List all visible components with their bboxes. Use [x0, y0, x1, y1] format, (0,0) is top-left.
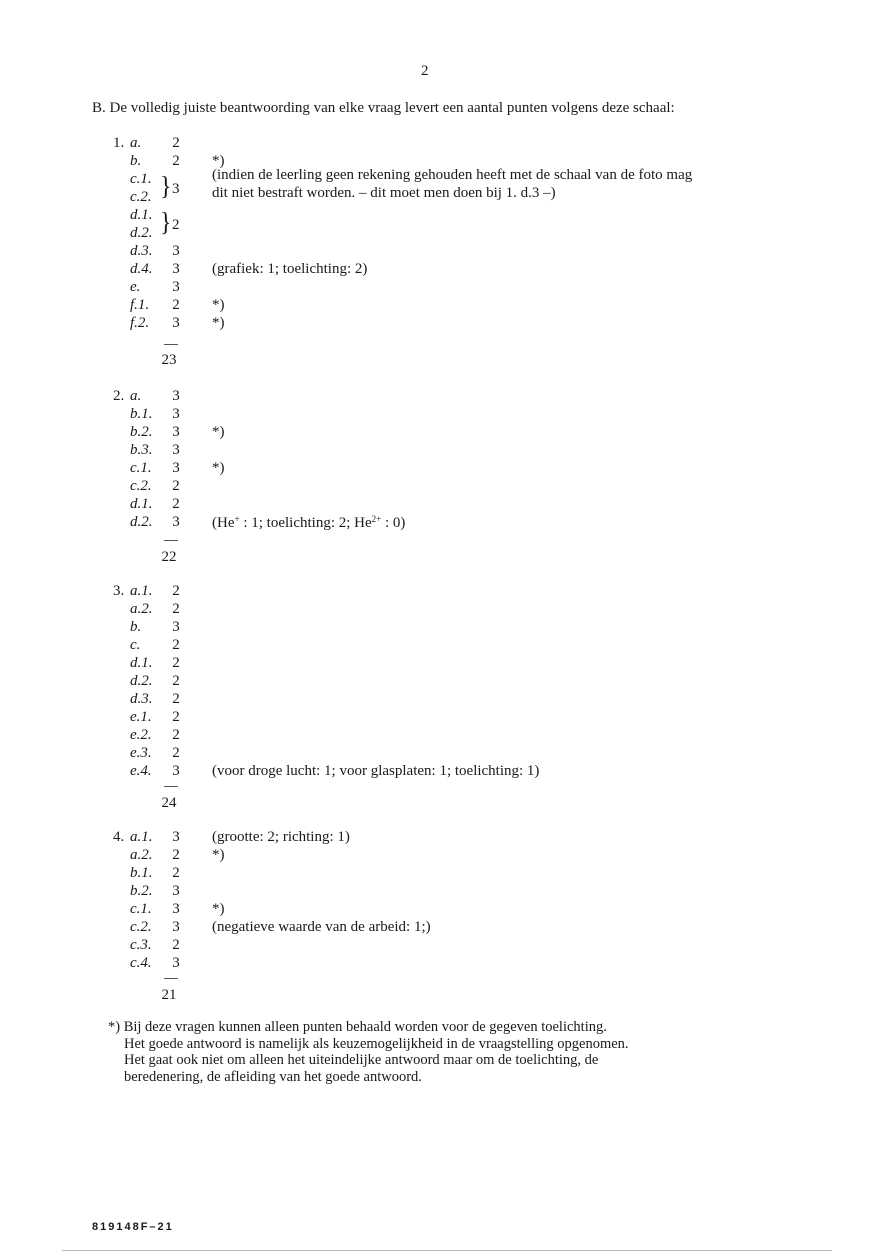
row-label: a.1. — [130, 583, 153, 599]
row-note: (negatieve waarde van de arbeid: 1;) — [212, 919, 431, 935]
row-label: f.2. — [130, 315, 150, 331]
row-note: *) — [212, 153, 225, 169]
bottom-line — [62, 1250, 832, 1251]
row-label: d.1. — [130, 655, 153, 671]
brace-d-points: 2 — [172, 217, 180, 233]
row-points: 3 — [172, 442, 180, 458]
row-points: 3 — [172, 460, 180, 476]
question-number: 2. — [113, 388, 125, 404]
row-points: 2 — [172, 727, 180, 743]
row-label: c.4. — [130, 955, 152, 971]
row-points: 2 — [172, 673, 180, 689]
row-points: 3 — [172, 279, 180, 295]
row-points: 3 — [172, 315, 180, 331]
row-label: d.2. — [130, 673, 153, 689]
row-label: d.4. — [130, 261, 153, 277]
row-label: c.2. — [130, 189, 152, 205]
he-note-sup1: + — [234, 514, 240, 524]
row-label: e.3. — [130, 745, 152, 761]
row-label: a. — [130, 135, 142, 151]
row-label: e.1. — [130, 709, 152, 725]
row-points: 3 — [172, 514, 180, 530]
row-label: d.3. — [130, 691, 153, 707]
row-label: b.2. — [130, 883, 153, 899]
row-note: (indien de leerling geen rekening gehouden heeft met de schaal van de foto mag — [212, 167, 693, 183]
row-label: b.3. — [130, 442, 153, 458]
row-note: (grafiek: 1; toelichting: 2) — [212, 261, 368, 277]
row-points: 2 — [172, 297, 180, 313]
brace-d: } — [160, 208, 172, 238]
row-points: 3 — [172, 388, 180, 404]
intro-text: B. De volledig juiste beantwoording van elke vraag levert een aantal punten volgens deze schaal: — [92, 100, 675, 116]
row-note: *) — [212, 297, 225, 313]
question-total: 23 — [161, 352, 177, 368]
he-note-a: (He — [212, 515, 235, 531]
row-label: c. — [130, 637, 141, 653]
row-points: 3 — [172, 919, 180, 935]
question-number: 3. — [113, 583, 125, 599]
row-label: a. — [130, 388, 142, 404]
row-points: 2 — [172, 153, 180, 169]
row-label: d.2. — [130, 225, 153, 241]
total-rule — [164, 540, 178, 541]
row-points: 2 — [172, 583, 180, 599]
row-label: e.4. — [130, 763, 152, 779]
row-note: *) — [212, 424, 225, 440]
row-label: b. — [130, 619, 142, 635]
row-label: d.1. — [130, 496, 153, 512]
he-note-sup2: 2+ — [371, 514, 382, 524]
row-points: 2 — [172, 637, 180, 653]
question-total: 22 — [161, 549, 177, 565]
total-rule — [164, 786, 178, 787]
row-points: 2 — [172, 865, 180, 881]
row-label: b.1. — [130, 865, 153, 881]
row-points: 2 — [172, 709, 180, 725]
row-points: 2 — [172, 691, 180, 707]
row-label: a.2. — [130, 601, 153, 617]
page-number: 2 — [421, 63, 429, 79]
row-points: 3 — [172, 955, 180, 971]
row-label: c.1. — [130, 901, 152, 917]
row-points: 3 — [172, 883, 180, 899]
document-code: 819148F–21 — [92, 1221, 174, 1233]
row-points: 2 — [172, 847, 180, 863]
footnote — [108, 1019, 629, 1086]
row-points: 3 — [172, 829, 180, 845]
row-label: c.2. — [130, 919, 152, 935]
row-label: e. — [130, 279, 141, 295]
row-label: a.2. — [130, 847, 153, 863]
footnote-line: *) Bij deze vragen kunnen alleen punten behaald worden voor de gegeven toelichting. — [108, 1019, 607, 1035]
row-label: c.3. — [130, 937, 152, 953]
row-label: c.2. — [130, 478, 152, 494]
row-points: 3 — [172, 243, 180, 259]
row-points: 2 — [172, 478, 180, 494]
row-label: b. — [130, 153, 142, 169]
row-points: 3 — [172, 619, 180, 635]
question-number: 4. — [113, 829, 125, 845]
question-total: 21 — [161, 987, 177, 1003]
row-note: *) — [212, 847, 225, 863]
row-note: (voor droge lucht: 1; voor glasplaten: 1; toelichting: 1) — [212, 763, 540, 779]
row-label: a.1. — [130, 829, 153, 845]
row-label: b.2. — [130, 424, 153, 440]
row-label: d.3. — [130, 243, 153, 259]
row-label: f.1. — [130, 297, 150, 313]
row-points: 3 — [172, 406, 180, 422]
row-label: b.1. — [130, 406, 153, 422]
row-points: 2 — [172, 745, 180, 761]
row-note: (grootte: 2; richting: 1) — [212, 829, 350, 845]
row-note: *) — [212, 901, 225, 917]
question-number: 1. — [113, 135, 125, 151]
row-label: d.1. — [130, 207, 153, 223]
question-total: 24 — [161, 795, 177, 811]
he-note — [212, 515, 405, 531]
row-points: 2 — [172, 937, 180, 953]
row-label: c.1. — [130, 460, 152, 476]
row-points: 2 — [172, 601, 180, 617]
row-points: 3 — [172, 763, 180, 779]
total-rule — [164, 978, 178, 979]
row-label: c.1. — [130, 171, 152, 187]
row-points: 3 — [172, 901, 180, 917]
row-label: d.2. — [130, 514, 153, 530]
brace-c: } — [160, 172, 172, 202]
total-rule — [164, 344, 178, 345]
row-points: 2 — [172, 655, 180, 671]
footnote-line: Het goede antwoord is namelijk als keuzemogelijkheid in de vraagstelling opgenomen. — [124, 1035, 629, 1052]
row-points: 3 — [172, 261, 180, 277]
row-note: dit niet bestraft worden. – dit moet men doen bij 1. d.3 –) — [212, 185, 556, 201]
row-points: 2 — [172, 135, 180, 151]
row-points: 3 — [172, 424, 180, 440]
footnote-line: beredenering, de afleiding van het goede antwoord. — [124, 1069, 422, 1086]
he-note-c: : 0) — [381, 515, 406, 531]
brace-c-points: 3 — [172, 181, 180, 197]
he-note-b: : 1; toelichting: 2; He — [239, 515, 372, 531]
row-points: 2 — [172, 496, 180, 512]
row-note: *) — [212, 315, 225, 331]
row-note: *) — [212, 460, 225, 476]
row-label: e.2. — [130, 727, 152, 743]
footnote-line: Het gaat ook niet om alleen het uiteindelijke antwoord maar om de toelichting, de — [124, 1052, 599, 1069]
